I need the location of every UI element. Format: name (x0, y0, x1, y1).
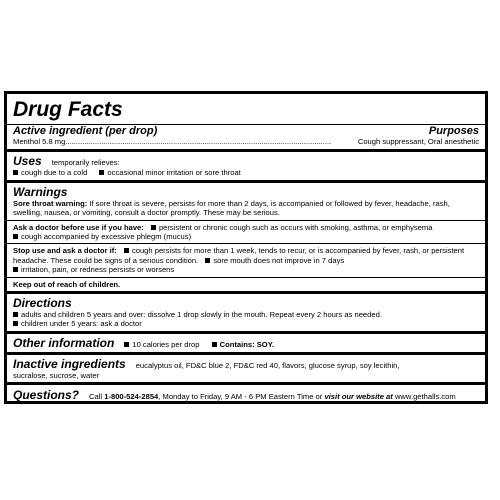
bullet-icon (205, 258, 210, 263)
sore-throat-label: Sore throat warning: (13, 198, 88, 208)
purposes-header: Purposes (428, 125, 479, 137)
ask-before-item: persistent or chronic cough such as occurs with smoking, asthma, or emphysema (158, 222, 433, 232)
directions-item: adults and children 5 years and over: dissolve 1 drop slowly in the mouth. Repeat every 2 hours as needed. (21, 310, 382, 320)
stop-use-item: sore mouth does not improve in 7 days (213, 255, 345, 265)
stop-use-item: cough persists for more than 1 week, tends to recur, or is accompanied by fever, rash, or persistent headache. These could be signs of a serious condition. (13, 246, 465, 265)
hours-text: , Monday to Friday, 9 AM - 6 PM Eastern Time or (158, 392, 323, 402)
bullet-icon (124, 342, 129, 347)
uses-item: occasional minor irritation or sore throat (107, 168, 241, 178)
active-ingredient-section (13, 125, 479, 146)
bullet-icon (151, 225, 156, 230)
directions-header: Directions (13, 296, 72, 311)
inactive-ingredients-header: Inactive ingredients (13, 356, 126, 371)
warnings-header: Warnings (13, 184, 68, 199)
visit-label: visit our website at (324, 392, 393, 402)
sore-throat-text: If sore throat is severe, persists for more than 2 days, is accompanied or followed by fever, headache, rash, swelling, nausea, or vomiting, consult a doctor promptly. These may be serious. (13, 198, 450, 218)
bullet-icon (13, 170, 18, 175)
other-info-item: 10 calories per drop (132, 339, 200, 349)
uses-intro: temporarily relieves: (51, 158, 120, 168)
questions-header: Questions? (13, 388, 80, 403)
inactive-ingredients-text: eucalyptus oil, FD&C blue 2, FD&C red 40, flavors, glucose syrup, soy lecithin, (135, 360, 400, 370)
bullet-icon (13, 234, 18, 239)
stop-use-item: irritation, pain, or redness persists or worsens (21, 265, 175, 275)
drug-facts-panel (4, 91, 488, 404)
leader-dots: .............................................................................................................................. (65, 137, 332, 146)
directions-item: children under 5 years: ask a doctor (21, 319, 142, 329)
inactive-ingredients-section (13, 355, 479, 382)
inactive-ingredients-text: sucralose, sucrose, water (13, 370, 100, 380)
uses-header: Uses (13, 154, 42, 169)
call-label: Call (89, 392, 103, 402)
bullet-icon (124, 248, 129, 253)
phone-number[interactable]: 1-800-524-2854 (104, 392, 159, 402)
website-link[interactable]: www.gethalls.com (394, 392, 456, 402)
bullet-icon (212, 342, 217, 347)
drug-facts-title: Drug Facts (13, 98, 123, 121)
keep-out-warning: Keep out of reach of children. (13, 279, 121, 289)
other-info-header: Other information (13, 335, 115, 350)
uses-section (13, 152, 479, 179)
bullet-icon (99, 170, 104, 175)
ingredient-purpose: Cough suppressant, Oral anesthetic (357, 137, 479, 146)
directions-section (13, 294, 479, 331)
bullet-icon (13, 267, 18, 272)
other-info-section (13, 334, 479, 352)
active-ingredient-header: Active ingredient (per drop) (13, 125, 158, 137)
warnings-section (13, 183, 479, 291)
questions-section (13, 385, 479, 405)
stop-use-label: Stop use and ask a doctor if: (13, 246, 117, 256)
bullet-icon (13, 321, 18, 326)
ask-before-label: Ask a doctor before use if you have: (13, 222, 144, 232)
bullet-icon (13, 312, 18, 317)
ingredient-name: Menthol 5.8 mg (13, 137, 66, 146)
ask-before-item: cough accompanied by excessive phlegm (mucus) (21, 232, 192, 242)
other-info-item: Contains: SOY. (219, 339, 275, 349)
uses-item: cough due to a cold (21, 168, 88, 178)
